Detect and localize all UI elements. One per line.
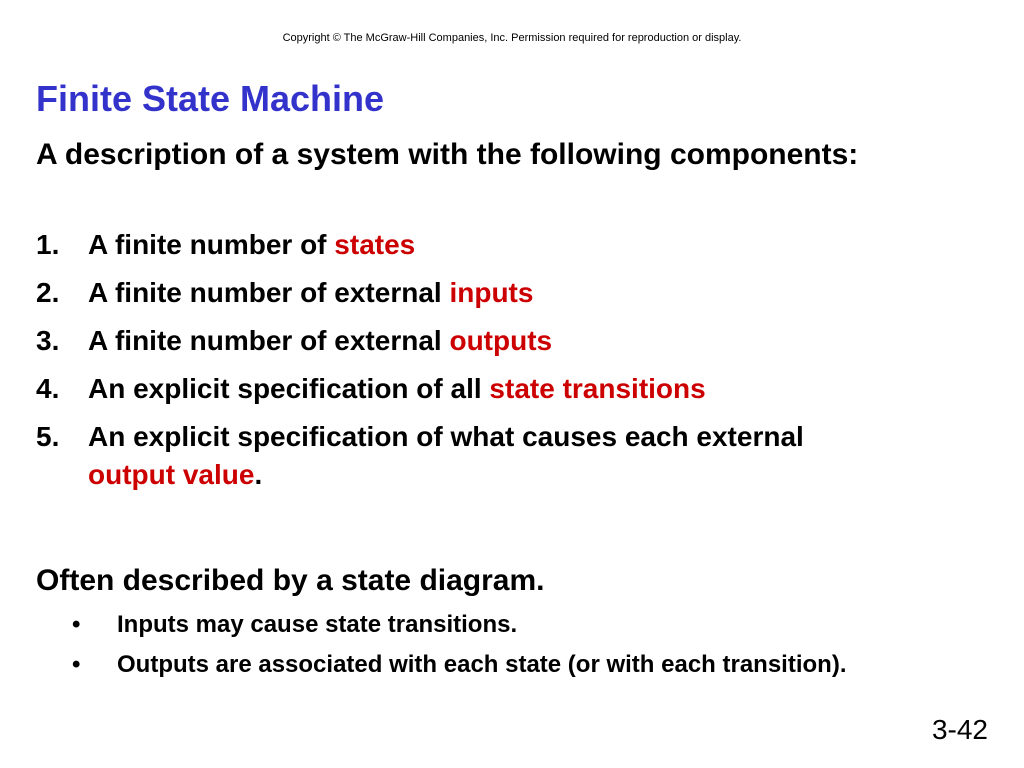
bullet-icon: • [72, 651, 81, 678]
page-number: 3-42 [931, 714, 988, 745]
list-item [36, 322, 996, 360]
list-item [36, 418, 868, 494]
list-item-number: 1. [36, 229, 60, 260]
list-item-text: A finite number of external [88, 277, 450, 308]
list-item-number: 4. [36, 373, 60, 404]
list-item-highlight: state transitions [489, 373, 706, 404]
list-item-text: A finite number of [88, 229, 335, 260]
bullet-icon: • [72, 611, 81, 638]
slide-title: Finite State Machine [36, 78, 385, 119]
list-item-highlight: output value [88, 459, 255, 490]
list-item-text: A finite number of external [88, 325, 450, 356]
diagram-note: Often described by a state diagram. [36, 564, 545, 597]
copyright-notice: Copyright © The McGraw-Hill Companies, Inc. Permission required for reproduction or display. [282, 32, 742, 44]
list-item-number: 2. [36, 277, 60, 308]
list-item [36, 274, 996, 312]
bullet-item [72, 649, 1002, 681]
bullet-list [72, 609, 1002, 689]
list-item-text: An explicit specification of what causes each external [88, 421, 804, 452]
list-item-suffix: . [254, 459, 263, 490]
list-item-text: An explicit specification of all [88, 373, 490, 404]
list-item-highlight: states [334, 229, 416, 260]
components-list [36, 226, 996, 504]
list-item [36, 370, 996, 408]
bullet-item [72, 609, 1002, 641]
bullet-text: Inputs may cause state transitions. [117, 611, 518, 638]
list-item-number: 3. [36, 325, 60, 356]
slide-subtitle: A description of a system with the following components: [36, 138, 859, 171]
list-item-highlight: inputs [449, 277, 534, 308]
list-item [36, 226, 996, 264]
list-item-number: 5. [36, 421, 60, 452]
bullet-text: Outputs are associated with each state (or with each transition). [117, 651, 847, 678]
list-item-highlight: outputs [449, 325, 553, 356]
